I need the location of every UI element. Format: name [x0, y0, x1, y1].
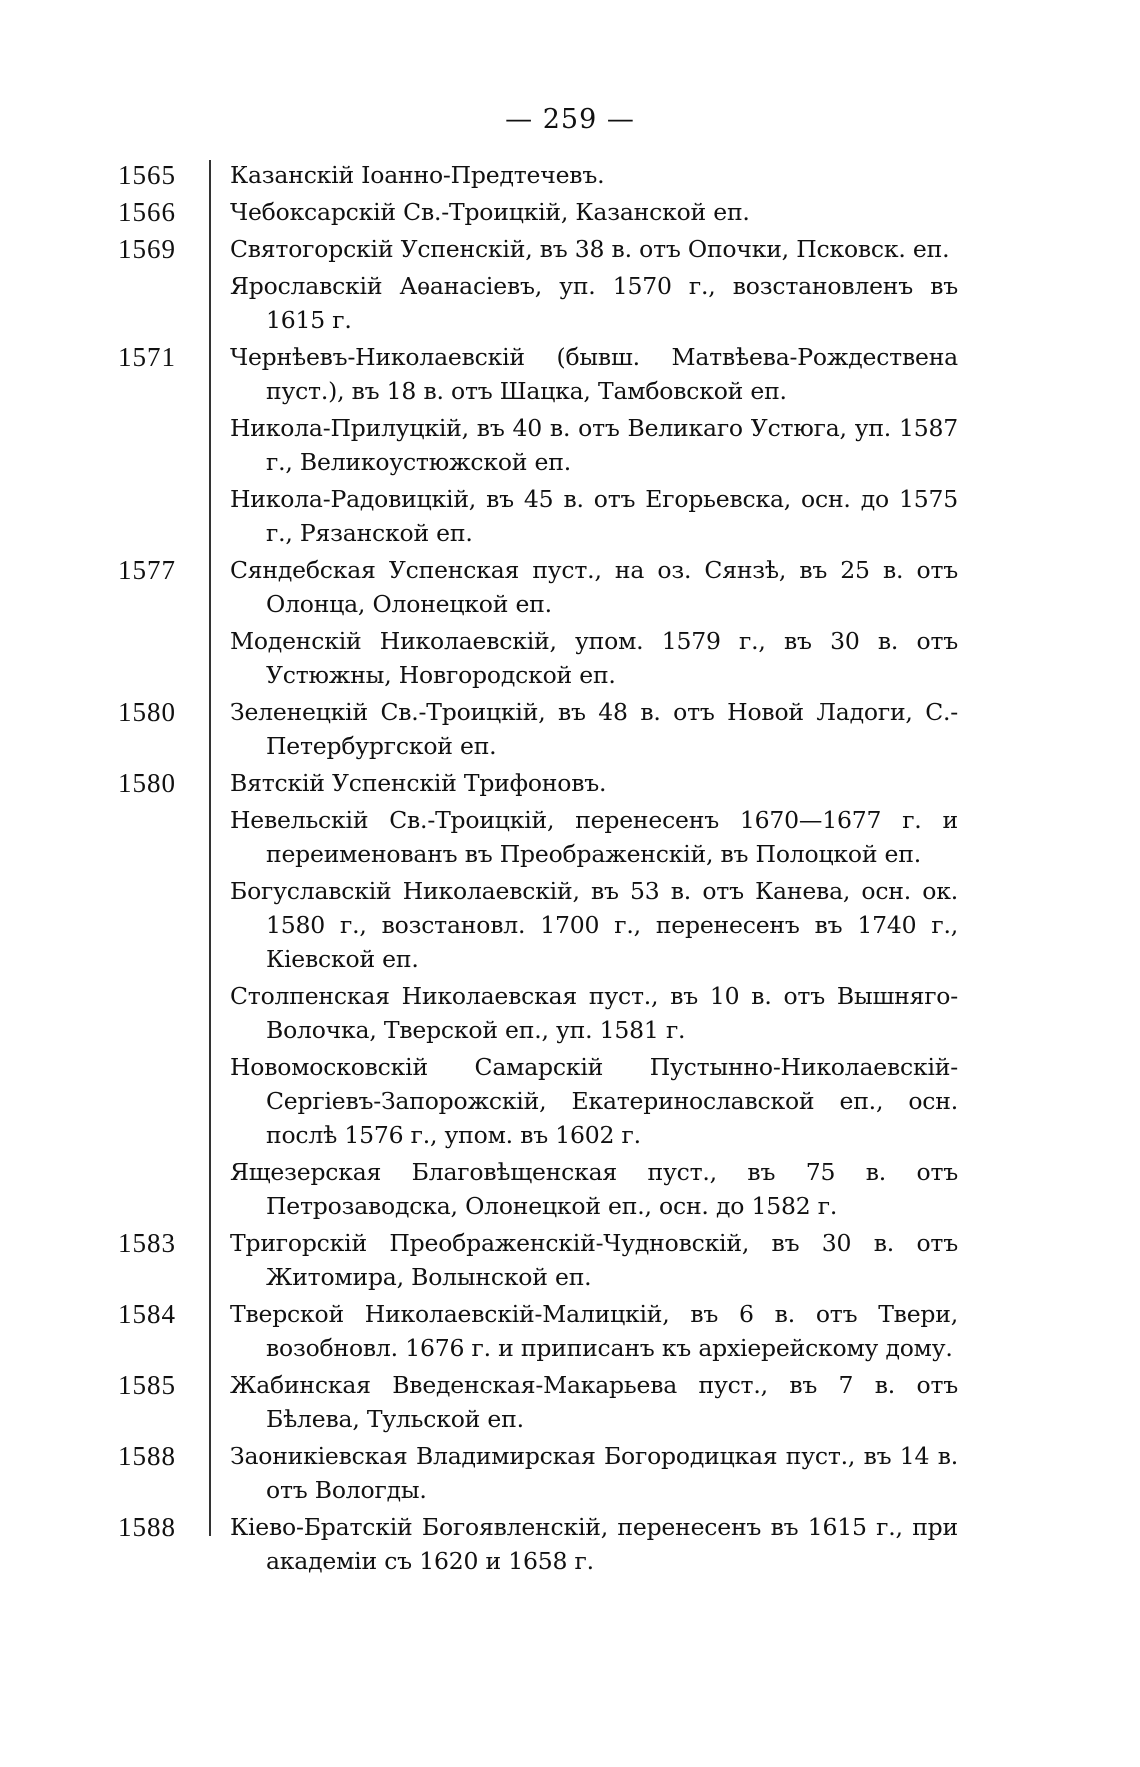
monastery-entry: Чернѣевъ-Николаевскій (бывш. Матвѣева-Рождествена пуст.), въ 18 в. отъ Шацка, Тамбовской еп.	[230, 343, 958, 405]
year-label: 1565	[118, 160, 176, 190]
year-group	[118, 1368, 958, 1436]
year-group	[118, 232, 958, 337]
monastery-entry: Богуславскій Николаевскій, въ 53 в. отъ Канева, осн. ок. 1580 г., возстановл. 1700 г., перенесенъ въ 1740 г., Кіевской еп.	[230, 877, 958, 973]
year-label: 1584	[118, 1299, 176, 1329]
year-group	[118, 1510, 958, 1578]
year-group	[118, 553, 958, 692]
monastery-entry: Тверской Николаевскій-Малицкій, въ 6 в. отъ Твери, возобновл. 1676 г. и приписанъ къ архіерейскому дому.	[230, 1300, 958, 1362]
page-number: — 259 —	[505, 104, 635, 135]
monastery-entry: Моденскій Николаевскій, упом. 1579 г., въ 30 в. отъ Устюжны, Новгородской еп.	[230, 627, 958, 689]
monastery-entry: Сяндебская Успенская пуст., на оз. Сянзѣ, въ 25 в. отъ Олонца, Олонецкой еп.	[230, 556, 958, 618]
monastery-entry: Тригорскій Преображенскій-Чудновскій, въ 30 в. отъ Житомира, Волынской еп.	[230, 1229, 958, 1291]
monastery-entry: Заоникіевская Владимирская Богородицкая пуст., въ 14 в. отъ Вологды.	[230, 1442, 958, 1504]
monastery-entry: Новомосковскій Самарскій Пустынно-Николаевскій-Сергіевъ-Запорожскій, Екатеринославской еп., осн. послѣ 1576 г., упом. въ 1602 г.	[230, 1053, 958, 1149]
year-label: 1577	[118, 555, 176, 585]
year-label: 1588	[118, 1441, 176, 1471]
monastery-entry: Кіево-Братскій Богоявленскій, перенесенъ въ 1615 г., при академіи съ 1620 и 1658 г.	[230, 1513, 958, 1575]
year-group	[118, 340, 958, 550]
year-label: 1569	[118, 234, 176, 264]
year-label: 1580	[118, 697, 176, 727]
monastery-entry: Никола-Прилуцкій, въ 40 в. отъ Великаго Устюга, уп. 1587 г., Великоустюжской еп.	[230, 414, 958, 476]
monastery-entry: Столпенская Николаевская пуст., въ 10 в. отъ Вышняго-Волочка, Тверской еп., уп. 1581 г.	[230, 982, 958, 1044]
year-label: 1588	[118, 1512, 176, 1542]
monastery-entry: Жабинская Введенская-Макарьева пуст., въ 7 в. отъ Бѣлева, Тульской еп.	[230, 1371, 958, 1433]
monastery-entry: Ярославскій Аѳанасіевъ, уп. 1570 г., возстановленъ въ 1615 г.	[230, 272, 958, 334]
monastery-entry: Вятскій Успенскій Трифоновъ.	[230, 769, 607, 797]
monastery-entry: Никола-Радовицкій, въ 45 в. отъ Егорьевска, осн. до 1575 г., Рязанской еп.	[230, 485, 958, 547]
monastery-list	[118, 158, 958, 1581]
monastery-entry: Ящезерская Благовѣщенская пуст., въ 75 в. отъ Петрозаводска, Олонецкой еп., осн. до 1582 г.	[230, 1158, 958, 1220]
year-group	[118, 158, 958, 192]
monastery-entry: Казанскій Іоанно-Предтечевъ.	[230, 161, 605, 189]
monastery-entry: Невельскій Св.-Троицкій, перенесенъ 1670—1677 г. и переименованъ въ Преображенскій, въ Полоцкой еп.	[230, 806, 958, 868]
year-group	[118, 1226, 958, 1294]
year-group	[118, 1297, 958, 1365]
year-group	[118, 1439, 958, 1507]
year-label: 1571	[118, 342, 176, 372]
year-group	[118, 195, 958, 229]
year-group	[118, 695, 958, 763]
year-group	[118, 766, 958, 1223]
year-label: 1583	[118, 1228, 176, 1258]
year-label: 1580	[118, 768, 176, 798]
year-label: 1585	[118, 1370, 176, 1400]
monastery-entry: Зеленецкій Св.-Троицкій, въ 48 в. отъ Новой Ладоги, С.-Петербургской еп.	[230, 698, 958, 760]
monastery-entry: Святогорскій Успенскій, въ 38 в. отъ Опочки, Псковск. еп.	[230, 235, 950, 263]
monastery-entry: Чебоксарскій Св.-Троицкій, Казанской еп.	[230, 198, 750, 226]
year-label: 1566	[118, 197, 176, 227]
